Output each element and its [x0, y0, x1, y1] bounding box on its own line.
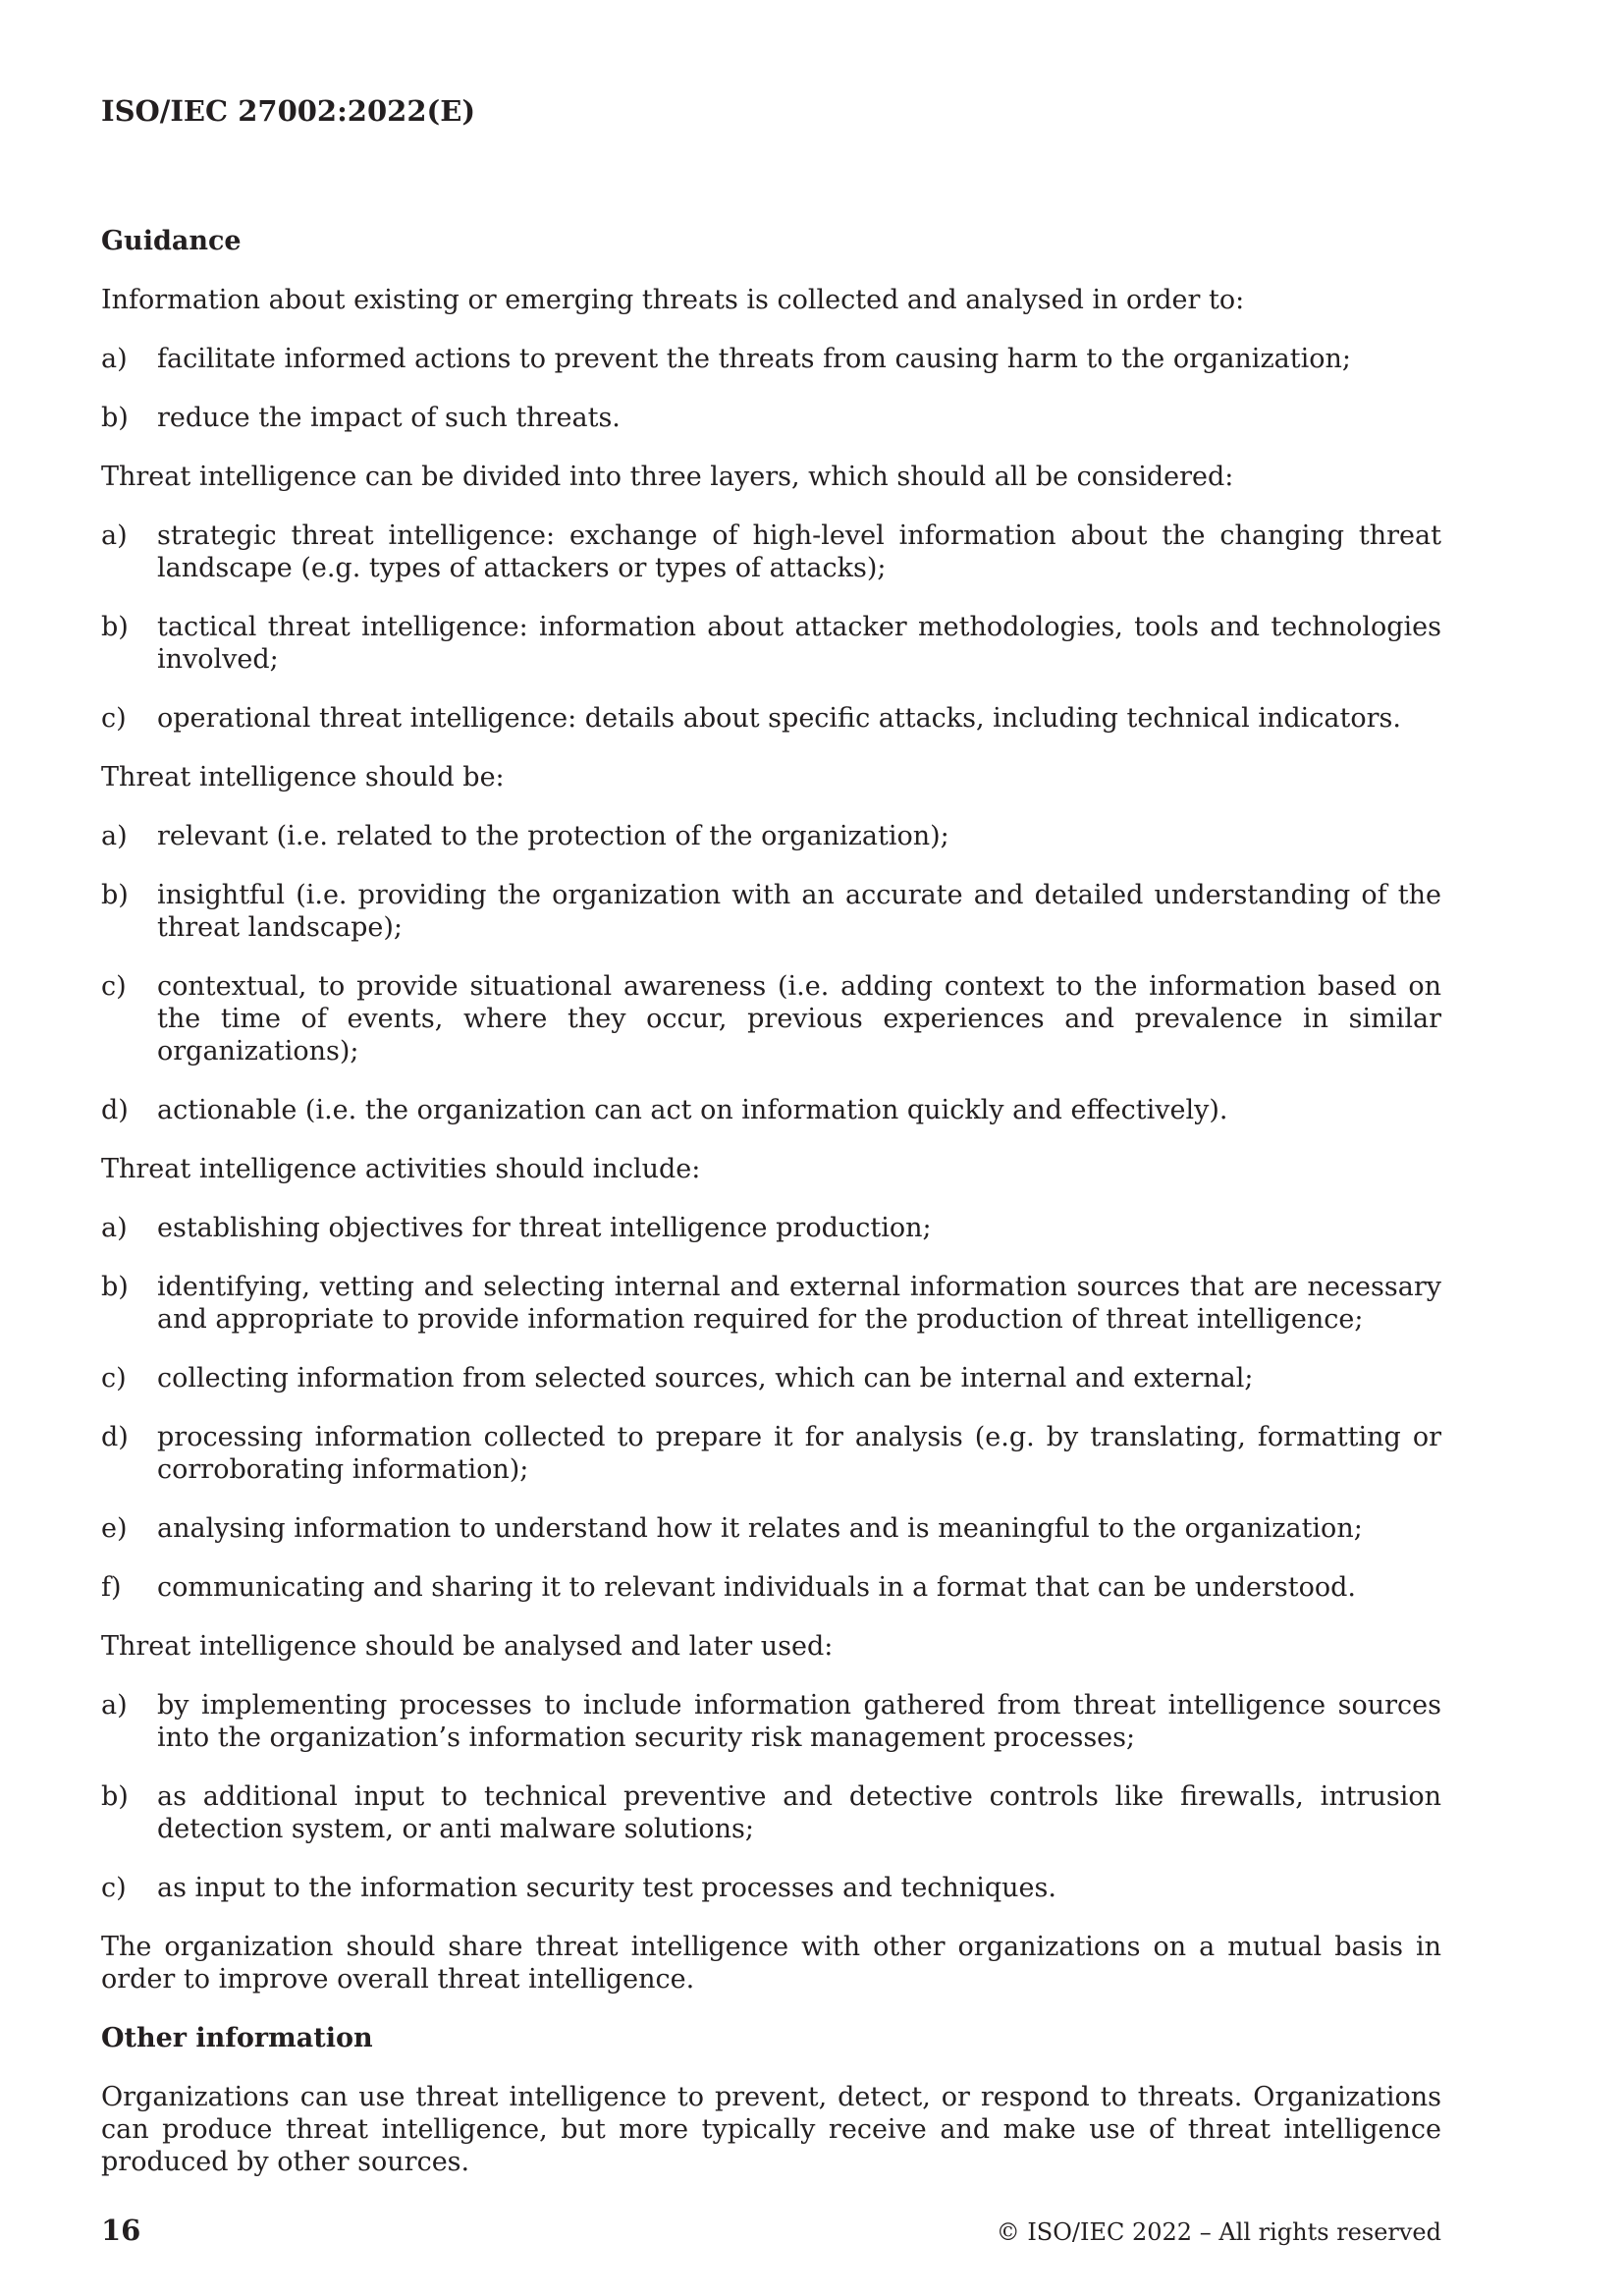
list-item [101, 1780, 1441, 1845]
list-item-text: contextual, to provide situational awareness (i.e. adding context to the information based on the time of events, where they occur, previous experiences and prevalence in similar organizations); [157, 971, 1441, 1066]
section-heading: Other information [101, 2023, 373, 2053]
standard-header: ISO/IEC 27002:2022(E) [101, 94, 476, 128]
list-item [101, 1094, 1441, 1126]
list-item-text: processing information collected to prepare it for analysis (e.g. by translating, formatting or corroborating information); [157, 1422, 1441, 1485]
paragraph: The organization should share threat intelligence with other organizations on a mutual basis in order to improve overall threat intelligence. [101, 1932, 1441, 1995]
list-item [101, 402, 1441, 434]
list-item-label: d) [101, 1422, 129, 1452]
list-item-label: b) [101, 612, 129, 642]
list-item-text: actionable (i.e. the organization can act on information quickly and effectively). [157, 1095, 1228, 1125]
list-item [101, 879, 1441, 944]
list-item-text: identifying, vetting and selecting internal and external information sources that are necessary and appropriate to provide information required for the production of threat intelligence; [157, 1272, 1441, 1335]
list-item-text: tactical threat intelligence: information about attacker methodologies, tools and technologies involved; [157, 612, 1441, 675]
list-item [101, 820, 1441, 852]
paragraph: Threat intelligence activities should include: [101, 1154, 701, 1184]
list-item-label: b) [101, 403, 129, 433]
list-item-label: b) [101, 1272, 129, 1302]
list-item-text: reduce the impact of such threats. [157, 403, 621, 433]
list-item-text: operational threat intelligence: details about specific attacks, including technical indicators. [157, 703, 1401, 734]
list-item-text: insightful (i.e. providing the organization with an accurate and detailed understanding of the threat landscape); [157, 880, 1441, 943]
list-item-text: communicating and sharing it to relevant individuals in a format that can be understood. [157, 1572, 1356, 1603]
list-item-label: c) [101, 971, 127, 1002]
list-item-text: by implementing processes to include information gathered from threat intelligence sources into the organization’s information security risk management processes; [157, 1690, 1441, 1753]
list-item-label: b) [101, 880, 129, 910]
list-item [101, 1689, 1441, 1754]
list-item-label: f) [101, 1572, 122, 1603]
list-item-text: collecting information from selected sources, which can be internal and external; [157, 1363, 1254, 1394]
list-item-text: establishing objectives for threat intelligence production; [157, 1213, 932, 1243]
paragraph: Threat intelligence should be analysed and later used: [101, 1631, 834, 1662]
list-item-text: strategic threat intelligence: exchange of high-level information about the changing threat landscape (e.g. types of attackers or types of attacks); [157, 520, 1441, 583]
list-item-label: c) [101, 1363, 127, 1394]
paragraph: Threat intelligence should be: [101, 762, 505, 793]
list-item-label: c) [101, 703, 127, 734]
list-item [101, 343, 1441, 375]
list-item [101, 1271, 1441, 1336]
list-item [101, 519, 1441, 584]
list-item [101, 1571, 1441, 1604]
list-item-label: b) [101, 1781, 129, 1812]
paragraph: Threat intelligence can be divided into three layers, which should all be considered: [101, 462, 1234, 492]
list-item [101, 1212, 1441, 1244]
paragraph: Organizations can use threat intelligence to prevent, detect, or respond to threats. Organizations can produce threat intelligence, but more typically receive and make use of threat intelligence produced by other sources. [101, 2082, 1441, 2177]
list-item-label: d) [101, 1095, 129, 1125]
list-item-text: as additional input to technical preventive and detective controls like firewalls, intrusion detection system, or anti malware solutions; [157, 1781, 1441, 1844]
list-item [101, 1512, 1441, 1545]
list-item [101, 970, 1441, 1067]
list-item [101, 1421, 1441, 1486]
list-item-label: a) [101, 344, 128, 374]
list-item-label: a) [101, 821, 128, 851]
list-item [101, 611, 1441, 676]
list-item [101, 1362, 1441, 1394]
list-item-text: as input to the information security test processes and techniques. [157, 1873, 1056, 1903]
copyright-notice: © ISO/IEC 2022 – All rights reserved [996, 2218, 1441, 2246]
list-item-label: a) [101, 1690, 128, 1721]
list-item [101, 1872, 1441, 1904]
document-body [101, 225, 1441, 2205]
list-item-label: a) [101, 520, 128, 551]
list-item-label: c) [101, 1873, 127, 1903]
section-heading: Guidance [101, 226, 242, 256]
list-item-text: relevant (i.e. related to the protection of the organization); [157, 821, 949, 851]
list-item-text: facilitate informed actions to prevent the threats from causing harm to the organization; [157, 344, 1351, 374]
list-item-label: a) [101, 1213, 128, 1243]
paragraph: Information about existing or emerging threats is collected and analysed in order to: [101, 285, 1245, 315]
list-item [101, 702, 1441, 735]
list-item-label: e) [101, 1513, 128, 1544]
list-item-text: analysing information to understand how it relates and is meaningful to the organization; [157, 1513, 1363, 1544]
page-number: 16 [101, 2214, 141, 2247]
